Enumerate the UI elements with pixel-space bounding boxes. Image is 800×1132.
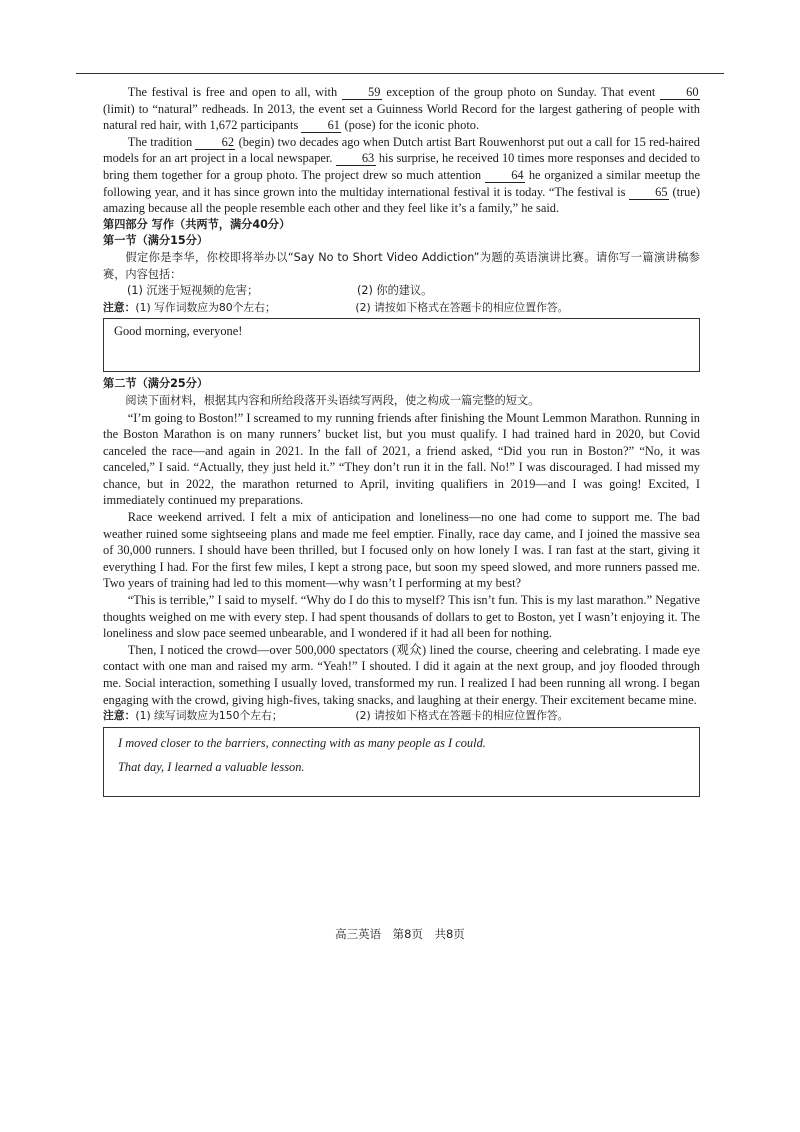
- point-2: (2) 你的建议。: [357, 284, 433, 298]
- passage-text: (pose) for the iconic photo.: [344, 118, 480, 133]
- note-item-2: (2) 请按如下格式在答题卡的相应位置作答。: [355, 300, 569, 314]
- passage-text: he organized a similar meetup the following year, and it has since grown into the multiday international festival it is today. “The festival is: [103, 167, 700, 199]
- speech-opening: Good morning, everyone!: [114, 324, 243, 339]
- section1-prompt: 假定你是李华，你校即将举办以“Say No to Short Video Addiction”为题的英语演讲比赛。请你写一篇演讲稿参赛，内容包括：: [103, 250, 700, 281]
- continuation-opening-1: I moved closer to the barriers, connecting with as many people as I could.: [118, 735, 486, 750]
- blank-60[interactable]: 60: [660, 85, 700, 100]
- answer-box-continuation[interactable]: [103, 727, 700, 797]
- section2-note: [103, 708, 700, 725]
- note-item-1: (1) 写作词数应为80个左右；: [135, 300, 276, 314]
- passage-text: The tradition: [127, 134, 193, 149]
- passage-text: The festival is free and open to all, with: [127, 85, 338, 99]
- part4-title: 第四部分 写作（共两节，满分40分）: [103, 217, 291, 231]
- note-item-2: (2) 请按如下格式在答题卡的相应位置作答。: [355, 709, 569, 723]
- top-rule: [76, 73, 724, 74]
- exam-page: [103, 84, 700, 801]
- passage-text: (begin) two decades ago when Dutch artist Bart Rouwenhorst put out a call for 15 red-haired models for an art project in a local newspaper.: [103, 134, 700, 166]
- passage-text: (true) amazing because all the people resemble each other and they feel like it’s a family,” he said.: [103, 184, 700, 216]
- blank-65[interactable]: 65: [629, 185, 669, 200]
- note-item-1: (1) 续写词数应为150个左右；: [135, 709, 283, 723]
- section2-title: 第二节（满分25分）: [103, 377, 209, 391]
- passage-paragraph-2: [103, 134, 700, 217]
- blank-62[interactable]: 62: [195, 135, 235, 150]
- passage-text: exception of the group photo on Sunday. That event: [386, 85, 656, 99]
- note-label: 注意：: [103, 709, 136, 723]
- answer-box-speech[interactable]: [103, 318, 700, 372]
- point-1: (1) 沉迷于短视频的危害；: [127, 284, 259, 298]
- section1-note: [103, 300, 700, 317]
- page-footer: 高三英语 第8页 共8页: [335, 927, 465, 941]
- blank-61[interactable]: 61: [301, 118, 341, 133]
- blank-63[interactable]: 63: [336, 151, 376, 166]
- story-paragraph: Race weekend arrived. I felt a mix of anticipation and loneliness—no one had come to support me. The bad weather ruined some sightseeing plans and made me feel emptier. Finally, race day came, and I joined the massive sea of 30,000 runners. I should have been thrilled, but I focused only on how lonely I was. I ran fast at the start, giving it everything I had. For the first few miles, I kept a strong pace, but soon my speed slowed, and more runners passed me. Two years of training had led to this moment—why wasn’t I performing at my best?: [103, 510, 700, 591]
- story-paragraph: “I’m going to Boston!” I screamed to my running friends after finishing the Mount Lemmon Marathon. Running in the Boston Marathon is on many runners’ bucket list, but you must qualify. I had trained hard in 2020, but Covid canceled the race—and again in 2021. In the fall of 2021, a friend asked, “Did you run in Boston?” “No, it was canceled,” I said. “Actually, they just held it.” “They don’t run it in the fall. No!” I was discouraged. I had missed my chance, but in 2022, the marathon returned to April, inviting qualifiers in 2019—and I was going! Excited, I immediately continued my preparations.: [103, 410, 700, 508]
- passage-text: his surprise, he received 10 times more responses and decided to bring them together for a group photo. The project drew so much attention: [103, 151, 700, 182]
- section1-points: [103, 283, 700, 300]
- story-paragraph: Then, I noticed the crowd—over 500,000 spectators (观众) lined the course, cheering and celebrating. I made eye contact with one man and raised my arm. “Yeah!” I shouted. I did it again at the next group, and joy flooded through me. Social interaction, something I usually loved, transformed my run. I realized I had been running all wrong. I began engaging with the crowd, giving high-fives, taking snacks, and laughing at their energy. Their excitement became mine.: [103, 642, 700, 707]
- blank-64[interactable]: 64: [485, 168, 525, 183]
- section1-title: 第一节（满分15分）: [103, 234, 209, 248]
- passage-paragraph-1: [103, 84, 700, 134]
- continuation-opening-2: That day, I learned a valuable lesson.: [118, 760, 305, 775]
- story-paragraph: “This is terrible,” I said to myself. “Why do I do this to myself? This isn’t fun. This is my last marathon.” Negative thoughts weighed on me with every step. I had spent thousands of dollars to get to Boston, yet I wasn’t enjoying it. The loneliness and slow pace seemed unbearable, and I wondered if it had all been for nothing.: [103, 593, 700, 641]
- blank-59[interactable]: 59: [342, 85, 382, 100]
- note-label: 注意：: [103, 300, 136, 314]
- section2-prompt: 阅读下面材料，根据其内容和所给段落开头语续写两段，使之构成一篇完整的短文。: [125, 393, 540, 407]
- passage-text: (limit) to “natural” redheads. In 2013, the event set a Guinness World Record for the largest gathering of people with natural red hair, with 1,672 participants: [103, 101, 700, 133]
